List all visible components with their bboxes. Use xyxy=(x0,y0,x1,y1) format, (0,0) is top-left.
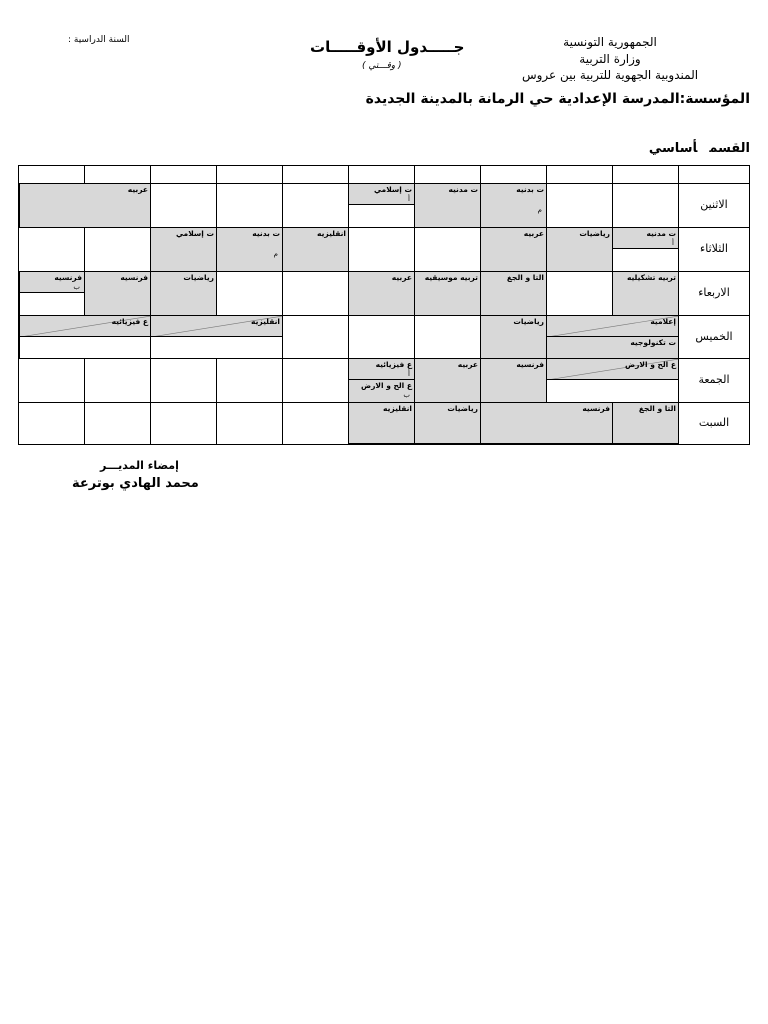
session-subject: ت بدنيه xyxy=(516,185,544,194)
session-subject: التا و الجغ xyxy=(506,273,544,282)
session-subject: تربيه تشكيليه xyxy=(626,273,676,282)
session-subject: ع الح و الارض xyxy=(625,360,676,369)
session-cell xyxy=(348,271,415,316)
section-value: أساسي xyxy=(648,141,698,156)
empty-half-slot xyxy=(546,379,679,403)
empty-half-slot xyxy=(150,336,283,359)
session-group: ب xyxy=(403,391,410,399)
page-title: جـــــدول الأوقـــــات xyxy=(310,38,465,56)
session-subject: إعلاميه xyxy=(650,317,676,326)
session-cell xyxy=(480,227,547,272)
session-cell xyxy=(414,402,481,444)
day-label: الخميس xyxy=(695,330,733,343)
session-cell xyxy=(348,379,415,403)
session-cell xyxy=(480,183,547,228)
session-cell xyxy=(414,271,481,316)
session-cell xyxy=(84,271,151,316)
session-subject: ت مدنيه xyxy=(646,229,676,238)
session-group: م xyxy=(273,250,278,258)
empty-half-slot xyxy=(348,204,415,228)
session-cell xyxy=(348,402,415,444)
session-subject: فرنسيه xyxy=(54,273,82,282)
session-subject: عربيه xyxy=(457,360,478,369)
timetable-grid xyxy=(18,165,750,445)
session-subject: انقليزيه xyxy=(251,317,280,326)
session-group: م xyxy=(537,206,542,214)
day-label: الثلاثاء xyxy=(700,242,728,255)
session-subject: ت مدنيه xyxy=(448,185,478,194)
empty-half-slot xyxy=(19,336,151,359)
session-cell xyxy=(348,358,415,380)
day-label: الاثنين xyxy=(700,198,728,211)
session-subject: ع فيزيائيه xyxy=(375,360,412,369)
session-cell xyxy=(282,227,349,272)
school-year-label: السنة الدراسية : xyxy=(68,35,130,45)
session-cell xyxy=(546,315,679,337)
session-cell xyxy=(612,402,679,444)
session-subject: تربيه موسيقيه xyxy=(424,273,478,282)
day-label: السبت xyxy=(698,416,730,429)
session-cell xyxy=(19,315,151,337)
session-cell xyxy=(480,315,547,359)
session-subject: عربيه xyxy=(523,229,544,238)
session-subject: رياضيات xyxy=(447,404,478,413)
session-cell xyxy=(348,183,415,205)
session-subject: فرنسيه xyxy=(120,273,148,282)
session-subject: رياضيات xyxy=(579,229,610,238)
session-cell xyxy=(150,227,217,272)
session-subject: التا و الجغ xyxy=(638,404,676,413)
session-cell xyxy=(612,271,679,316)
ministry-line: وزارة التربية xyxy=(579,51,641,66)
day-label: الاربعاء xyxy=(698,286,730,299)
session-subject: ت بدنيه xyxy=(252,229,280,238)
session-group: أ xyxy=(672,239,674,247)
session-cell xyxy=(216,227,283,272)
session-subject: ت تكنولوجيه xyxy=(630,338,676,347)
session-cell xyxy=(414,183,481,228)
page-subtitle: ( وقـــتي ) xyxy=(362,61,402,71)
empty-half-slot xyxy=(19,292,85,316)
grid-line xyxy=(282,166,283,444)
session-cell xyxy=(480,402,613,444)
day-label: الجمعة xyxy=(698,373,730,386)
session-subject: انقليزيه xyxy=(383,404,412,413)
session-cell xyxy=(480,271,547,316)
session-subject: ت إسلامي xyxy=(175,229,214,238)
session-group: ب xyxy=(73,283,80,291)
session-subject: فرنسيه xyxy=(582,404,610,413)
session-subject: عربيه xyxy=(127,185,148,194)
ministry-header xyxy=(510,34,710,84)
session-subject: عربيه xyxy=(391,273,412,282)
country-line: الجمهورية التونسية xyxy=(563,35,657,49)
session-cell xyxy=(480,358,547,403)
session-group: أ xyxy=(408,195,410,203)
session-group: أ xyxy=(408,370,410,378)
session-cell xyxy=(19,271,85,293)
session-subject: فرنسيه xyxy=(516,360,544,369)
session-cell xyxy=(19,183,151,228)
session-subject: انقليزيه xyxy=(317,229,346,238)
session-cell xyxy=(546,358,679,380)
session-cell xyxy=(150,315,283,337)
signature-label: إمضاء المديـــر xyxy=(100,459,179,472)
session-cell xyxy=(546,336,679,359)
session-subject: ع فيزيائيه xyxy=(111,317,148,326)
section-label: القسم xyxy=(709,141,750,156)
institution-name: المؤسسة:المدرسة الإعدادية حي الرمانة بالمدينة الجديدة xyxy=(365,91,750,107)
session-subject: ت إسلامي xyxy=(373,185,412,194)
session-subject: ع الح و الارض xyxy=(361,381,412,390)
session-cell xyxy=(414,358,481,403)
section-line xyxy=(637,141,750,156)
directorate-line: المندوبية الجهوية للتربية بين عروس xyxy=(521,68,699,82)
director-name: محمد الهادي بوترعة xyxy=(72,476,199,491)
session-cell xyxy=(150,271,217,316)
empty-half-slot xyxy=(612,248,679,272)
session-subject: رياضيات xyxy=(513,317,544,326)
session-cell xyxy=(612,227,679,249)
session-subject: رياضيات xyxy=(183,273,214,282)
session-cell xyxy=(546,227,613,272)
